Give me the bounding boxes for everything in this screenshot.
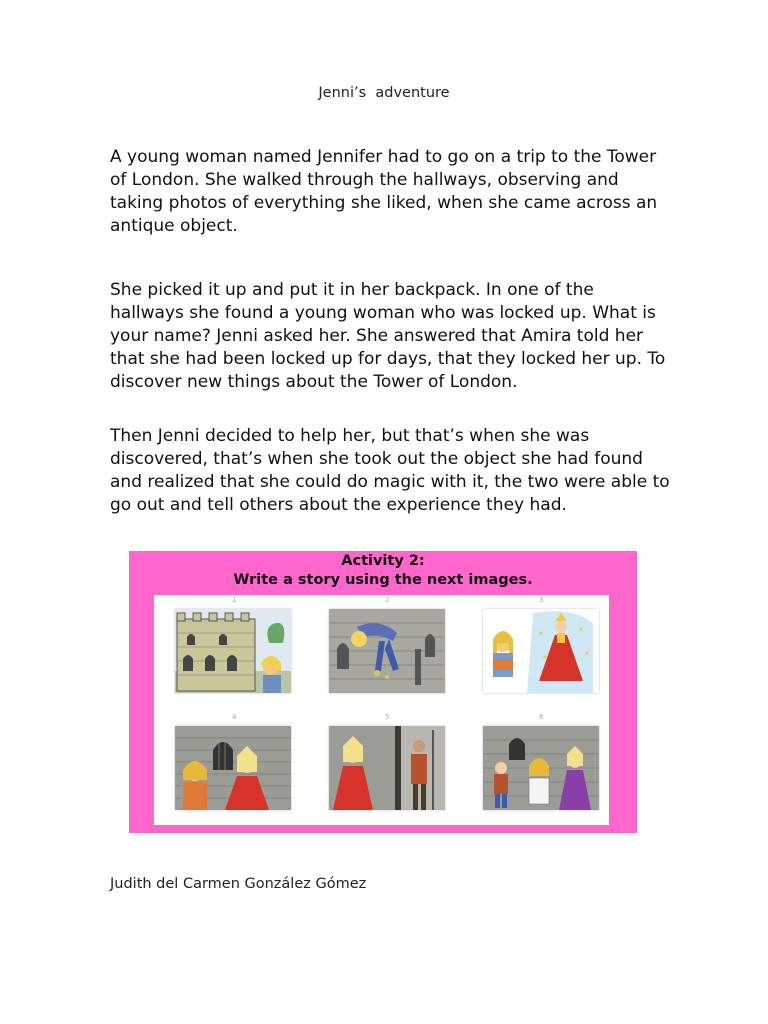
story-paragraph-3: Then Jenni decided to help her, but that’s when she was discovered, that’s when she took out the object she had found and realized that she could do magic with it, the two were able to go out and tell others about the experience they had. bbox=[110, 426, 670, 515]
author-signature: Judith del Carmen González Gómez bbox=[110, 876, 367, 892]
princess-guard-illustration bbox=[329, 726, 445, 810]
panel-number-5: 5 bbox=[385, 713, 390, 721]
panel-number-6: 6 bbox=[539, 713, 544, 721]
tower-castle-illustration bbox=[175, 609, 291, 693]
hallway-bending-figure-illustration bbox=[329, 609, 445, 693]
activity-title: Activity 2: bbox=[341, 553, 425, 569]
panel-number-2: 2 bbox=[385, 596, 390, 604]
story-paragraph-1: A young woman named Jennifer had to go on a trip to the Tower of London. She walked through the hallways, observing and taking photos of everything she liked, when she came across an antique object. bbox=[110, 147, 658, 236]
panel-number-4: 4 bbox=[232, 713, 237, 721]
group-escape-illustration bbox=[483, 726, 599, 810]
magic-princess-illustration bbox=[483, 609, 599, 693]
activity-card bbox=[129, 551, 637, 833]
panel-number-3: 3 bbox=[539, 596, 544, 604]
girls-talking-window-illustration bbox=[175, 726, 291, 810]
panel-number-1: 1 bbox=[232, 596, 237, 604]
activity-image-grid bbox=[154, 595, 609, 825]
activity-instruction: Write a story using the next images. bbox=[233, 572, 533, 588]
story-paragraph-2: She picked it up and put it in her backpack. In one of the hallways she found a young woman who was locked up. What is your name? Jenni asked her. She answered that Amira told her that she had been locked up for days, that they locked her up. To discover new things about the Tower of London. bbox=[110, 280, 666, 392]
document-title: Jenni’s adventure bbox=[318, 85, 450, 101]
